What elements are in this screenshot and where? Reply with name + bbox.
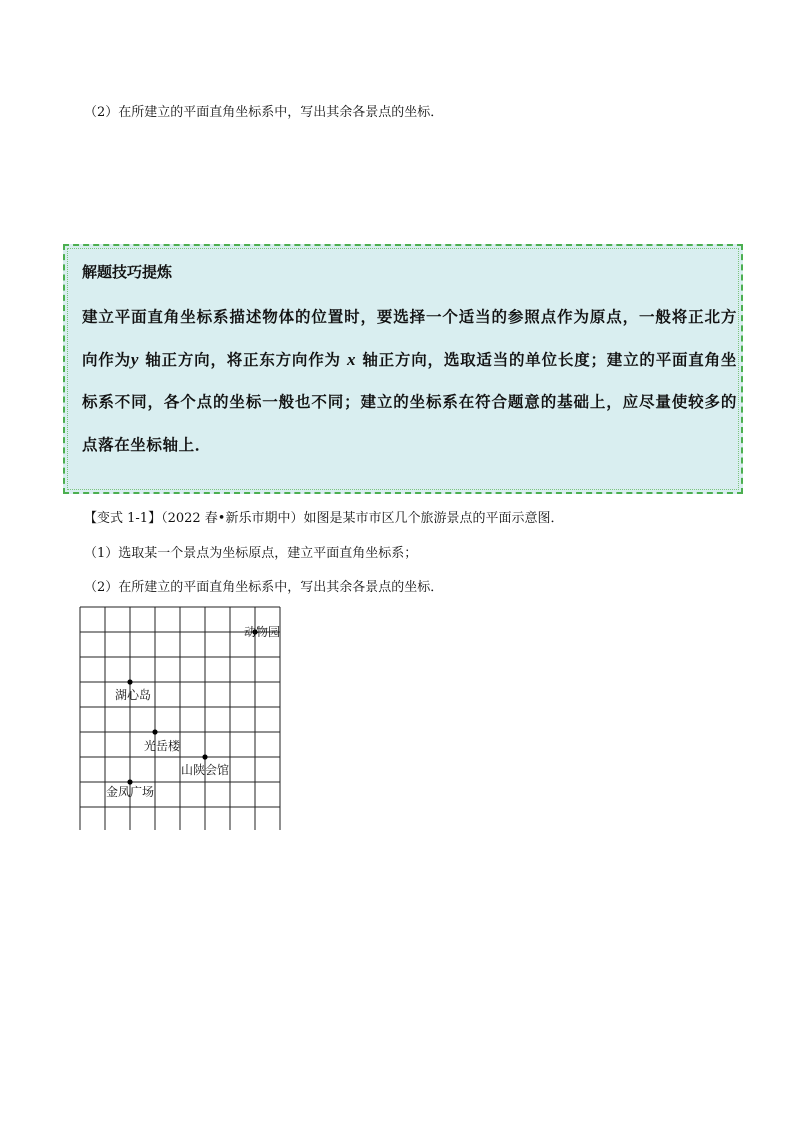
tips-text-a: 建立平面直角坐标系描述物体的位置时，要选择一个适当的参照点作为原点，一般将正北方向作为 [82, 307, 737, 369]
tips-body [82, 296, 737, 466]
tips-var-x: x [347, 349, 357, 369]
map-point-label: 湖心岛 [114, 688, 152, 702]
question-2-top: （2）在所建立的平面直角坐标系中，写出其余各景点的坐标． [84, 105, 444, 120]
map-point [127, 679, 132, 684]
map-point-label: 金凤广场 [105, 785, 155, 799]
tips-box [63, 244, 743, 494]
scenic-map [78, 605, 283, 830]
tips-title: 解题技巧提炼 [82, 263, 173, 281]
tips-text-b: 轴正方向，将正东方向作为 [139, 349, 348, 369]
map-point [202, 754, 207, 759]
tips-var-y: y [130, 349, 140, 369]
scenic-map-grid [78, 605, 283, 830]
map-point-label: 光岳楼 [143, 739, 181, 753]
map-point-label: 山陕会馆 [180, 763, 230, 777]
map-point [152, 729, 157, 734]
variant-source: 【变式 1-1】（2022 春•新乐市期中）如图是某市市区几个旅游景点的平面示意图． [84, 511, 564, 526]
map-point-label: 动物园 [243, 625, 281, 639]
tips-text-c: 轴正方向，选取适当的单位长度；建立的平面直角坐标系不同，各个点的坐标一般也不同；建立的坐标系在符合题意的基础上，应尽量使较多的点落在坐标轴上． [82, 349, 737, 454]
question-1: （1）选取某一个景点为坐标原点，建立平面直角坐标系； [84, 546, 418, 561]
question-2: （2）在所建立的平面直角坐标系中，写出其余各景点的坐标． [84, 580, 444, 595]
map-point [127, 779, 132, 784]
